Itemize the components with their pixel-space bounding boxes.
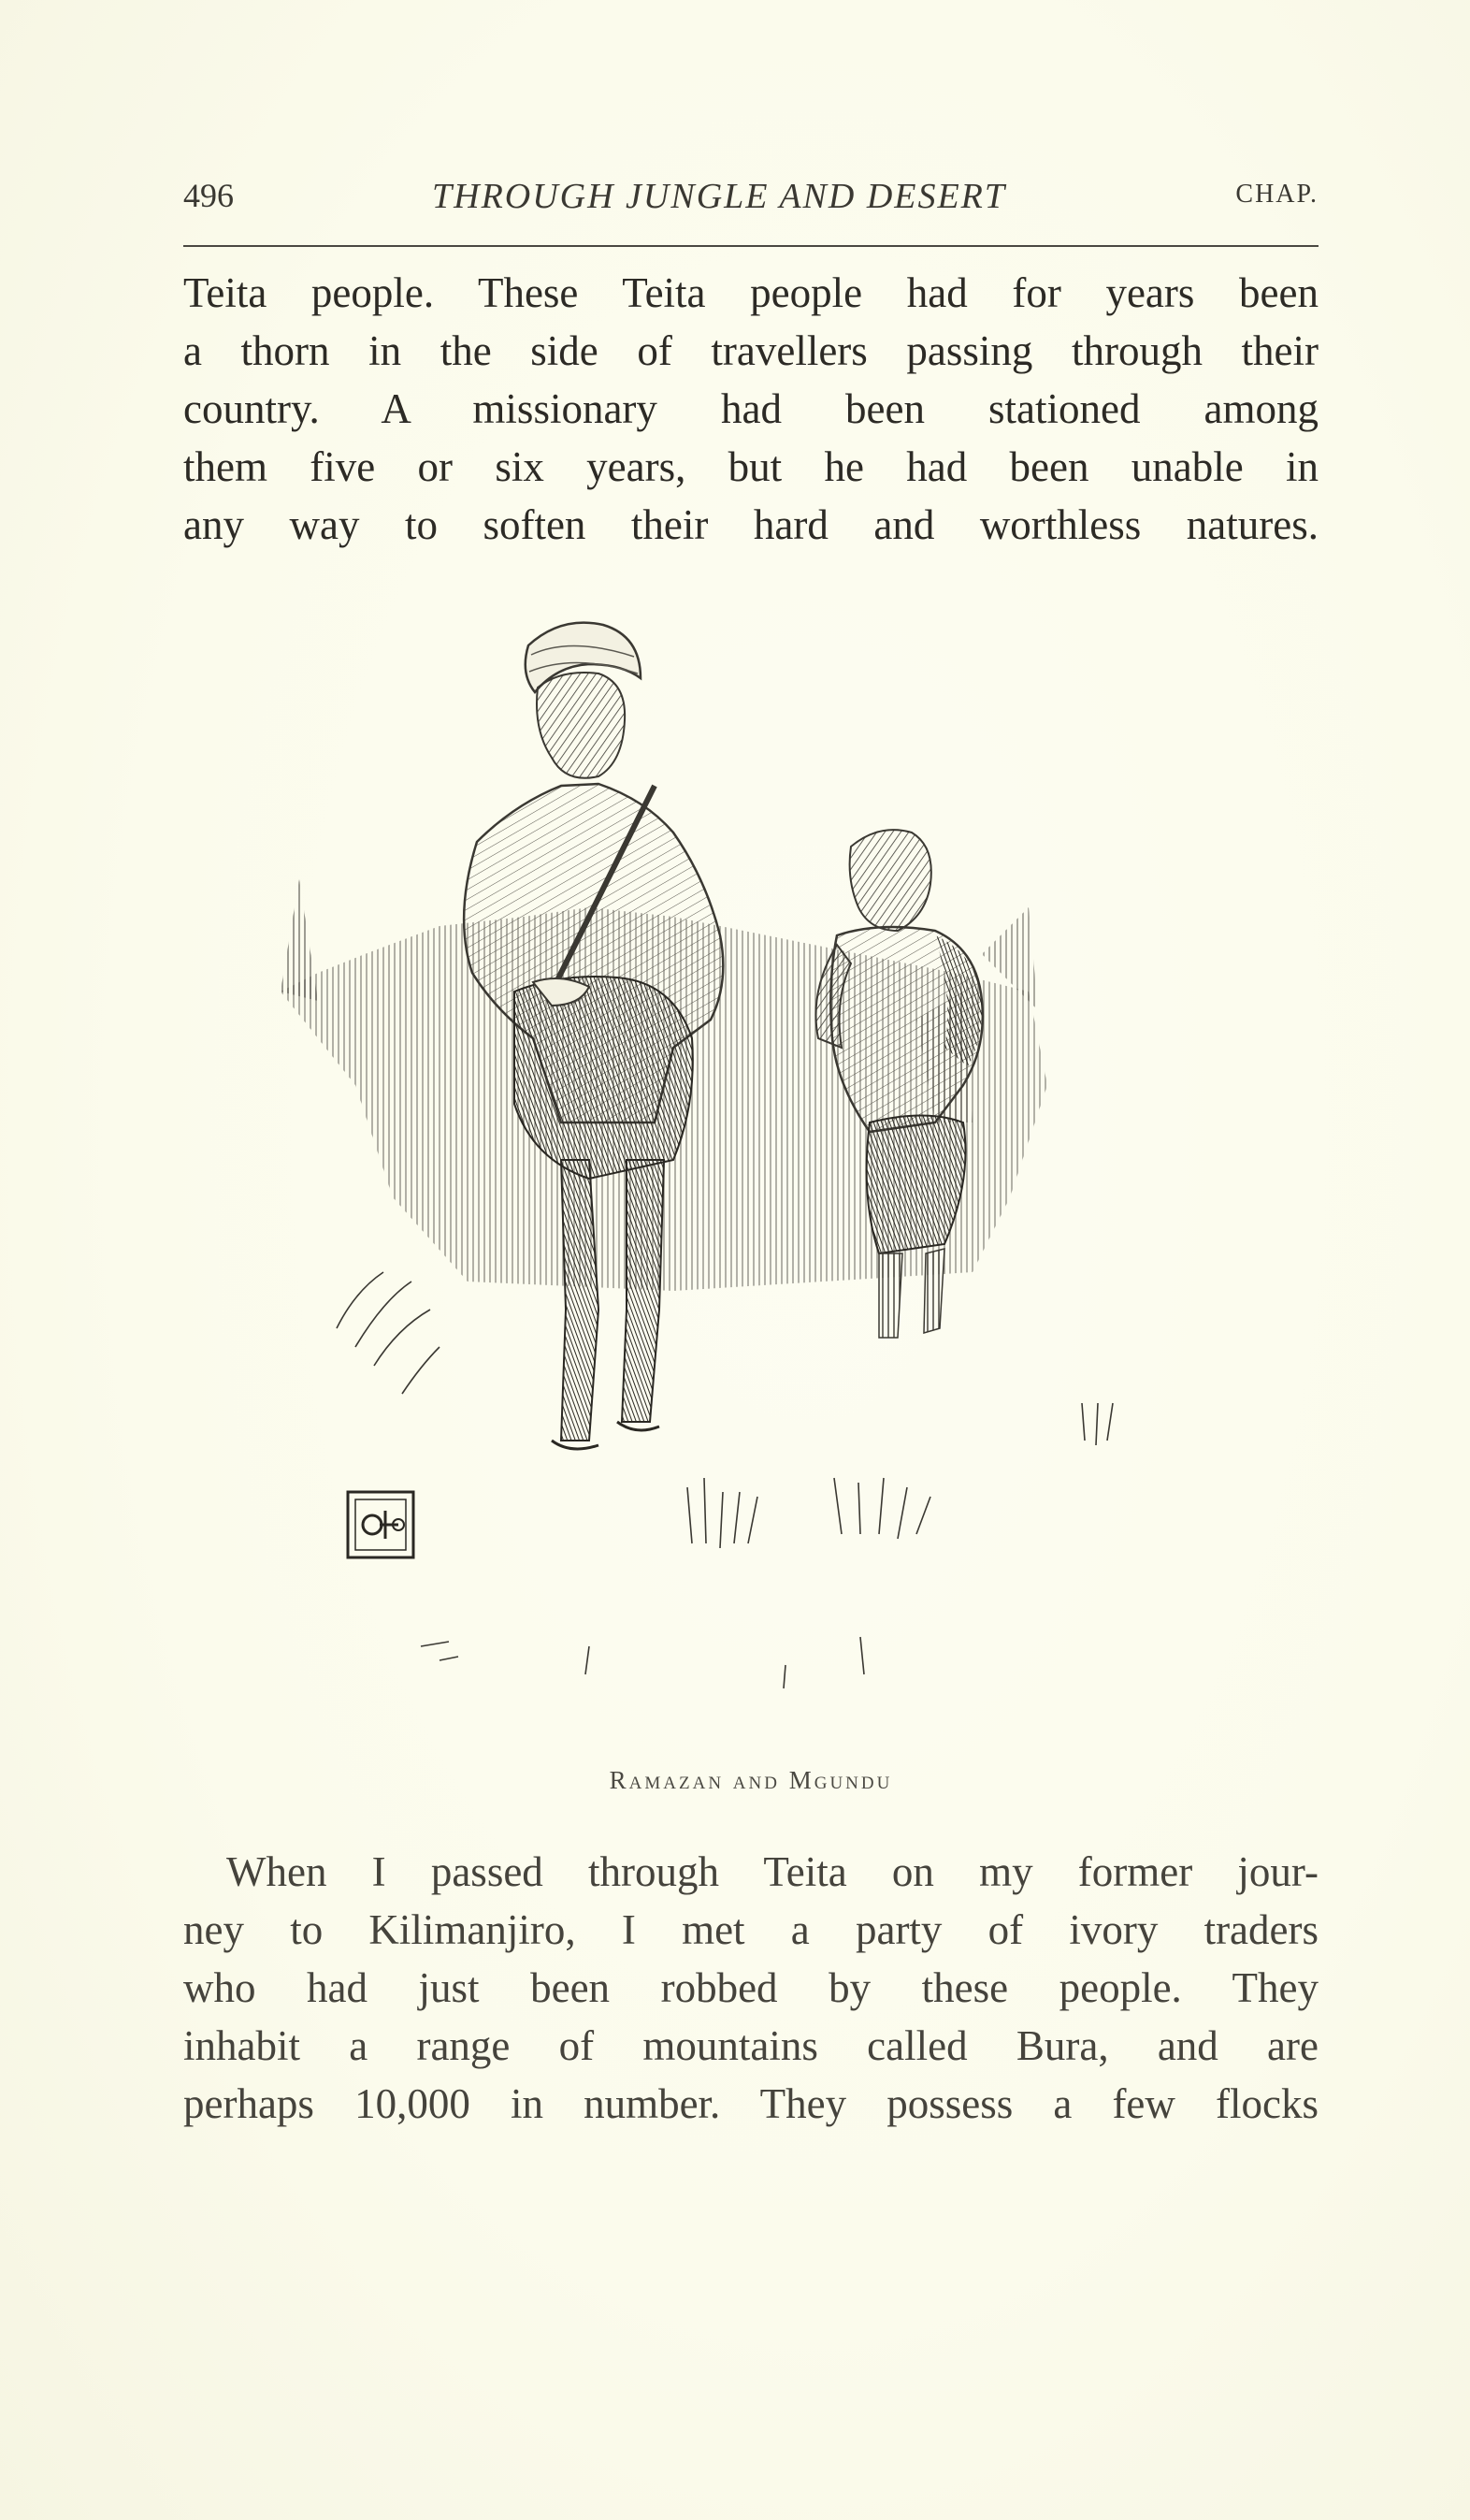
paragraph-top: [183, 264, 1319, 554]
text-line: country. A missionary had been stationed among: [183, 385, 1319, 432]
illustration-engraving: [281, 599, 1216, 1759]
page-number: 496: [183, 177, 234, 214]
text-line: When I passed through Teita on my former jour-: [226, 1848, 1319, 1895]
running-head: [183, 176, 1319, 223]
text-line: them five or six years, but he had been unable in: [183, 443, 1319, 490]
text-line: inhabit a range of mountains called Bura, and are: [183, 2022, 1319, 2069]
illustration-caption: Ramazan and Mgundu: [609, 1766, 893, 1794]
text-line: a thorn in the side of travellers passing through their: [183, 327, 1319, 374]
chapter-label: CHAP.: [1235, 180, 1319, 209]
text-line: Teita people. These Teita people had for years been: [183, 269, 1319, 316]
text-line: any way to soften their hard and worthless natures.: [183, 501, 1319, 548]
paragraph-bottom: [183, 1843, 1319, 2133]
engraving-drawing: [281, 599, 1216, 1759]
text-line: perhaps 10,000 in number. They possess a few flocks: [183, 2080, 1319, 2127]
grass-foreground: [337, 1272, 1113, 1688]
text-line: ney to Kilimanjiro, I met a party of ivory traders: [183, 1906, 1319, 1953]
text-line: who had just been robbed by these people. They: [183, 1964, 1319, 2011]
header-rule: [183, 245, 1319, 247]
running-title: THROUGH JUNGLE AND DESERT: [432, 177, 1007, 216]
artist-monogram: [348, 1492, 413, 1557]
